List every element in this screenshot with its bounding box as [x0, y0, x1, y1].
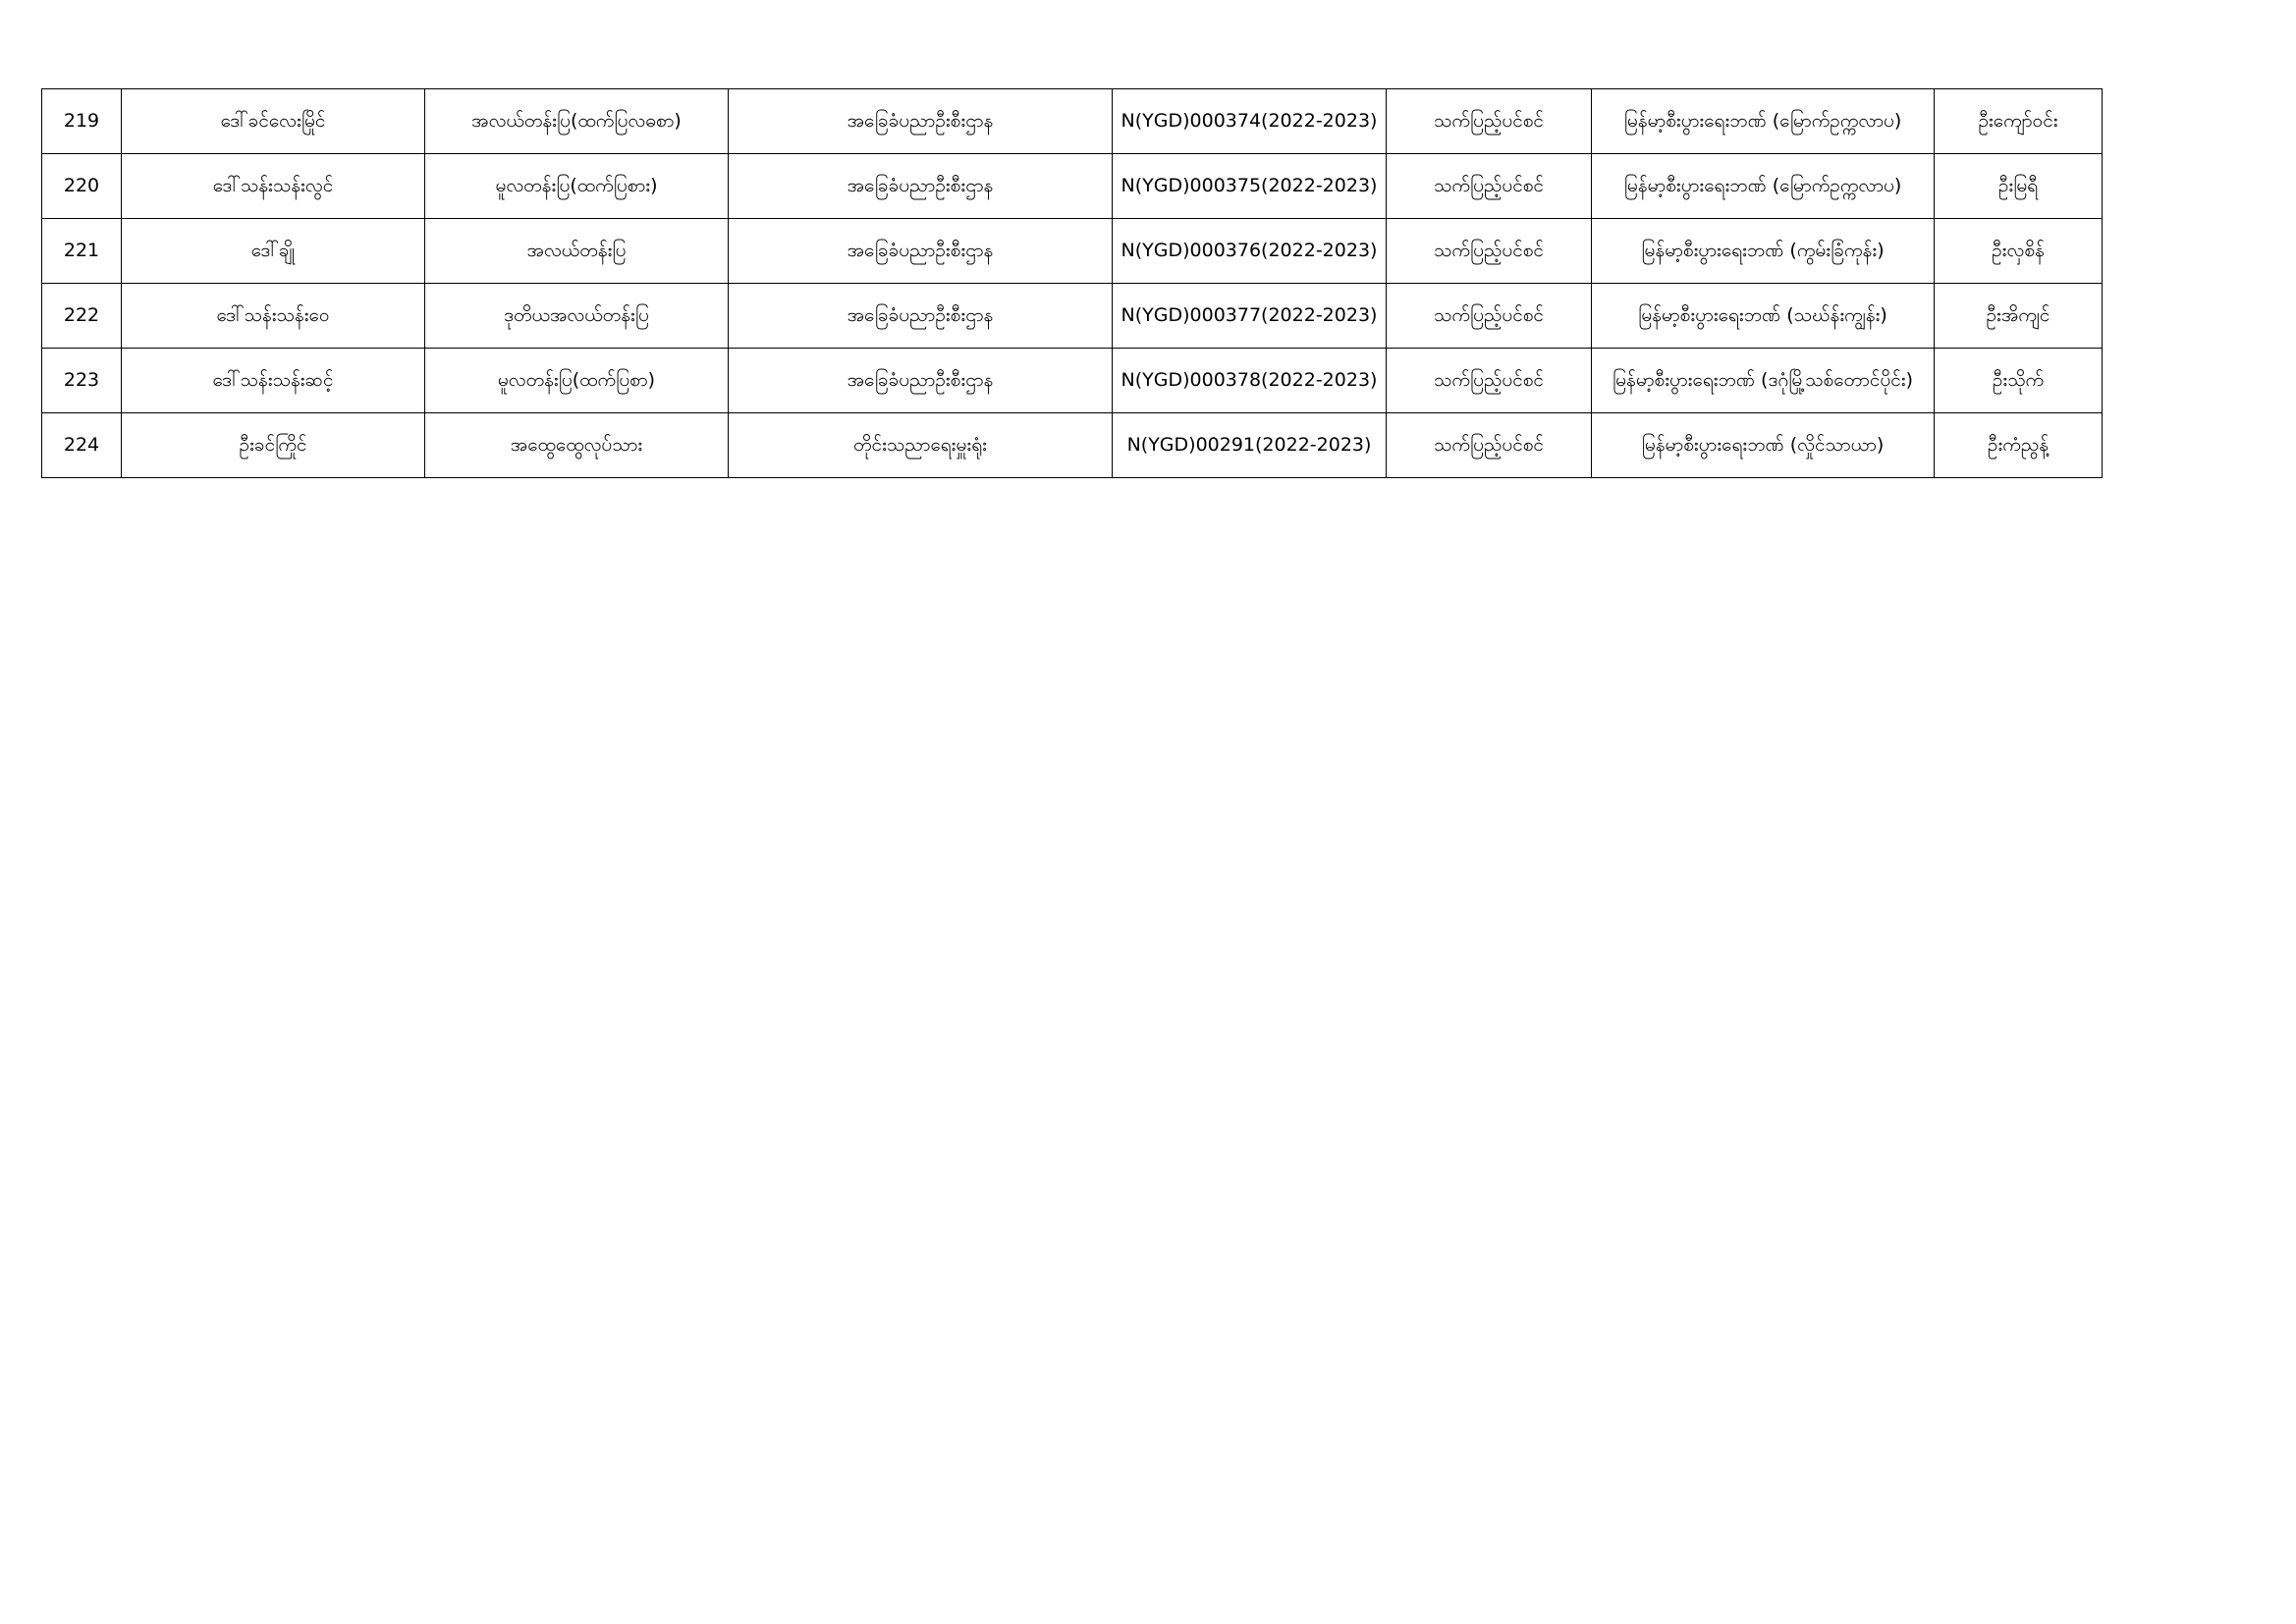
- cell-bank-branch: မြန်မာ့စီးပွားရေးဘဏ် (ကွမ်းခြံကုန်း): [1592, 219, 1935, 284]
- cell-bank-branch: မြန်မာ့စီးပွားရေးဘဏ် (မြောက်ဥက္ကလာပ): [1592, 154, 1935, 219]
- cell-department: အခြေခံပညာဦးစီးဌာန: [729, 284, 1113, 349]
- cell-father-name: ဦးမြရီ: [1935, 154, 2103, 219]
- cell-father-name: ဦးလှစိန်: [1935, 219, 2103, 284]
- table-row: [42, 89, 2103, 154]
- cell-pension-type: သက်ပြည့်ပင်စင်: [1387, 154, 1592, 219]
- cell-registration-no: N(YGD)000377(2022-2023): [1113, 284, 1387, 349]
- cell-registration-no: N(YGD)00291(2022-2023): [1113, 413, 1387, 478]
- cell-name: ဒေါ်သန်းသန်းဆင့်: [122, 349, 425, 413]
- cell-rank: မူလတန်းပြ(ထက်ပြစား): [425, 154, 729, 219]
- cell-pension-type: သက်ပြည့်ပင်စင်: [1387, 413, 1592, 478]
- cell-department: အခြေခံပညာဦးစီးဌာန: [729, 219, 1113, 284]
- table-row: [42, 284, 2103, 349]
- cell-department: တိုင်းသညာရေးမှူးရုံး: [729, 413, 1113, 478]
- cell-registration-no: N(YGD)000375(2022-2023): [1113, 154, 1387, 219]
- cell-no: 224: [42, 413, 122, 478]
- cell-bank-branch: မြန်မာ့စီးပွားရေးဘဏ် (ဒဂုံမြို့သစ်တောင်ပိုင်း): [1592, 349, 1935, 413]
- cell-no: 223: [42, 349, 122, 413]
- cell-no: 220: [42, 154, 122, 219]
- cell-rank: မူလတန်းပြ(ထက်ပြစာ): [425, 349, 729, 413]
- cell-name: ဒေါ်ချို: [122, 219, 425, 284]
- cell-pension-type: သက်ပြည့်ပင်စင်: [1387, 349, 1592, 413]
- table-row: [42, 154, 2103, 219]
- cell-rank: အလယ်တန်းပြ: [425, 219, 729, 284]
- cell-father-name: ဦးအိကျင်: [1935, 284, 2103, 349]
- cell-department: အခြေခံပညာဦးစီးဌာန: [729, 89, 1113, 154]
- cell-bank-branch: မြန်မာ့စီးပွားရေးဘဏ် (လှိုင်သာယာ): [1592, 413, 1935, 478]
- cell-name: ဦးခင်ကြိုင်: [122, 413, 425, 478]
- cell-department: အခြေခံပညာဦးစီးဌာန: [729, 154, 1113, 219]
- cell-no: 222: [42, 284, 122, 349]
- cell-registration-no: N(YGD)000374(2022-2023): [1113, 89, 1387, 154]
- cell-no: 221: [42, 219, 122, 284]
- cell-rank: ဒုတိယအလယ်တန်းပြ: [425, 284, 729, 349]
- cell-bank-branch: မြန်မာ့စီးပွားရေးဘဏ် (သဃ်န်းကျွန်း): [1592, 284, 1935, 349]
- cell-name: ဒေါ်သန်းသန်းဝေ: [122, 284, 425, 349]
- cell-pension-type: သက်ပြည့်ပင်စင်: [1387, 219, 1592, 284]
- cell-no: 219: [42, 89, 122, 154]
- cell-pension-type: သက်ပြည့်ပင်စင်: [1387, 89, 1592, 154]
- cell-name: ဒေါ်ခင်လေးမြိုင်: [122, 89, 425, 154]
- cell-registration-no: N(YGD)000376(2022-2023): [1113, 219, 1387, 284]
- cell-father-name: ဦးကံညွန့်: [1935, 413, 2103, 478]
- table-row: [42, 413, 2103, 478]
- cell-registration-no: N(YGD)000378(2022-2023): [1113, 349, 1387, 413]
- table-body: [42, 89, 2103, 478]
- pension-records-table: [41, 88, 2103, 478]
- cell-father-name: ဦးကျော်ဝင်း: [1935, 89, 2103, 154]
- cell-name: ဒေါ်သန်းသန်းလွင်: [122, 154, 425, 219]
- cell-rank: အလယ်တန်းပြ(ထက်ပြလဓစာ): [425, 89, 729, 154]
- cell-rank: အထွေထွေလုပ်သား: [425, 413, 729, 478]
- table-row: [42, 219, 2103, 284]
- cell-father-name: ဦးသိုက်: [1935, 349, 2103, 413]
- cell-bank-branch: မြန်မာ့စီးပွားရေးဘဏ် (မြောက်ဥက္ကလာပ): [1592, 89, 1935, 154]
- table-row: [42, 349, 2103, 413]
- cell-pension-type: သက်ပြည့်ပင်စင်: [1387, 284, 1592, 349]
- cell-department: အခြေခံပညာဦးစီးဌာန: [729, 349, 1113, 413]
